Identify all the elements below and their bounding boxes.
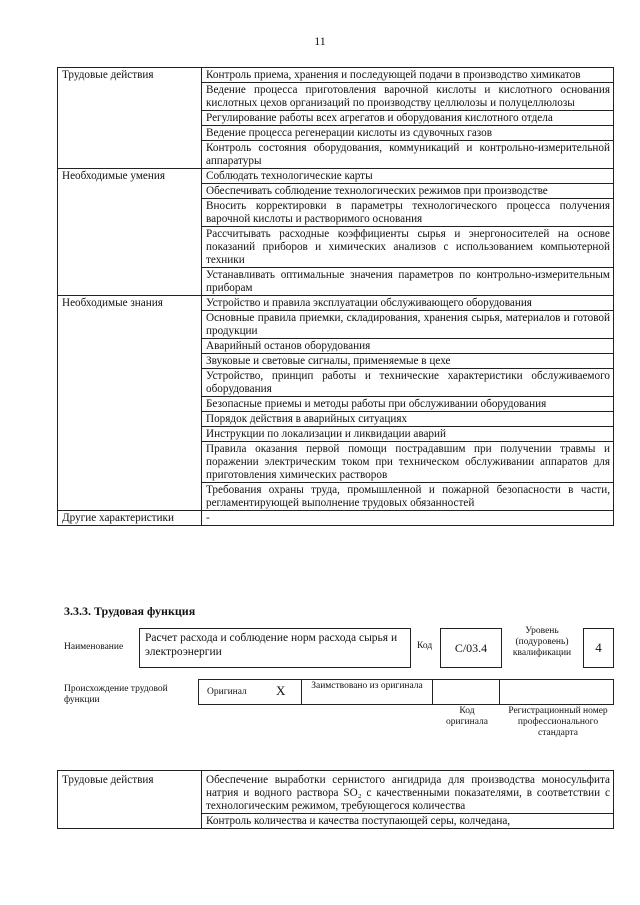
table-row [58, 771, 614, 814]
row-item: - [202, 511, 614, 526]
code-caption: Код оригинала [446, 706, 488, 727]
row-group-label: Трудовые действия [58, 771, 202, 829]
origin-code-cell [432, 679, 500, 705]
origin-reg-cell [499, 679, 614, 705]
labor-actions-table-2 [57, 770, 614, 829]
row-item: Ведение процесса приготовления варочной кислоты и кислотного основания кислотных цехов организаций по производству целлюлозы и полуцеллюлозы [202, 83, 614, 111]
row-item: Контроль количества и качества поступающей серы, колчедана, [202, 814, 614, 829]
table-row [58, 169, 614, 184]
borrowed-label: Заимствовано из оригинала [311, 681, 423, 691]
row-item: Инструкции по локализации и ликвидации аварий [202, 427, 614, 442]
section-heading: 3.3.3. Трудовая функция [64, 604, 196, 618]
labor-actions-table [57, 67, 614, 526]
code-box [440, 628, 502, 668]
row-item: Аварийный останов оборудования [202, 339, 614, 354]
row-item: Устройство, принцип работы и технические характеристики обслуживаемого оборудования [202, 369, 614, 397]
row-item: Устанавливать оптимальные значения параметров по контрольно-измерительным приборам [202, 268, 614, 296]
row-item: Контроль приема, хранения и последующей подачи в производство химикатов [202, 68, 614, 83]
table-row [58, 511, 614, 526]
row-group-label: Необходимые умения [58, 169, 202, 296]
row-item: Соблюдать технологические карты [202, 169, 614, 184]
table-row [58, 296, 614, 311]
row-group-label: Необходимые знания [58, 296, 202, 511]
row-item: Устройство и правила эксплуатации обслуживающего оборудования [202, 296, 614, 311]
row-item: Контроль состояния оборудования, коммуникаций и контрольно-измерительной аппаратуры [202, 141, 614, 169]
row-item: Правила оказания первой помощи пострадавшим при получении травмы и поражении электрическим током при техническом обслуживании аппаратов для приготовления химических растворов [202, 442, 614, 483]
row-item: Рассчитывать расходные коэффициенты сырья и энергоносителей на основе показаний приборов и химических анализов с использованием компьютерной техники [202, 227, 614, 268]
table-row [58, 68, 614, 83]
level-box [583, 628, 614, 668]
row-item: Безопасные приемы и методы работы при обслуживании оборудования [202, 397, 614, 412]
code-value: С/03.4 [454, 641, 488, 655]
code-label: Код [417, 641, 433, 651]
row-item: Звуковые и световые сигналы, применяемые в цехе [202, 354, 614, 369]
original-label: Оригинал [207, 687, 247, 697]
row-group-label: Трудовые действия [58, 68, 202, 169]
page-number: 11 [314, 34, 326, 48]
row-item: Основные правила приемки, складирования, хранения сырья, материалов и готовой продукции [202, 311, 614, 339]
row-item: Порядок действия в аварийных ситуациях [202, 412, 614, 427]
row-item: Вносить корректировки в параметры технологического процесса получения варочной кислоты и растворимого основания [202, 199, 614, 227]
row-item: Требования охраны труда, промышленной и пожарной безопасности в части, регламентирующей выполнение трудовых обязанностей [202, 483, 614, 511]
level-label: Уровень (подуровень) квалификации [512, 626, 572, 658]
row-item: Обеспечивать соблюдение технологических режимов при производстве [202, 184, 614, 199]
row-item: Регулирование работы всех агрегатов и оборудования кислотного отдела [202, 111, 614, 126]
original-mark: X [276, 683, 286, 698]
function-name-box [139, 628, 411, 668]
row-item: Обеспечение выработки сернистого ангидрида для производства моносульфита натрия и водного раствора SO₂ с качественными показателями, в соответствии с технологическим режимом, требующегося количества [202, 771, 614, 814]
row-group-label: Другие характеристики [58, 511, 202, 526]
function-name-value: Расчет расхода и соблюдение норм расхода сырья и электроэнергии [145, 632, 398, 658]
name-label: Наименование [64, 642, 124, 652]
level-value: 4 [595, 640, 602, 655]
row-item: Ведение процесса регенерации кислоты из сдувочных газов [202, 126, 614, 141]
reg-caption: Регистрационный номер профессионального стандарта [508, 706, 608, 738]
origin-label: Происхождение трудовой функции [64, 684, 168, 705]
